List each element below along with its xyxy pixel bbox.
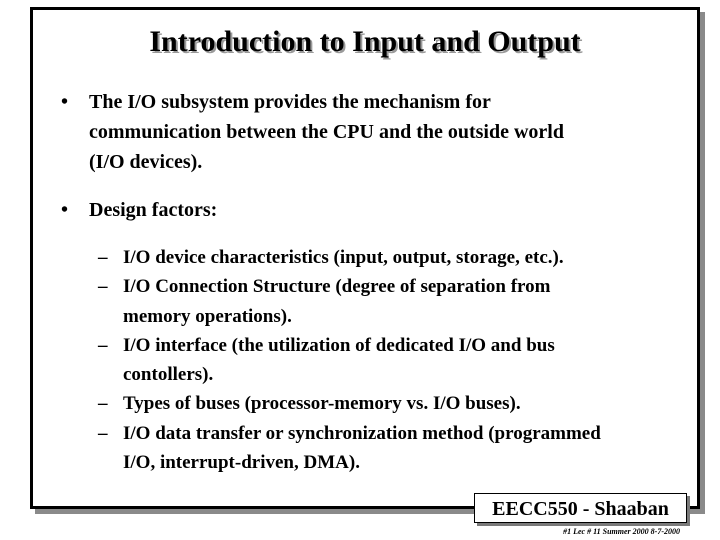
list-item	[98, 331, 698, 390]
bullet-line: Design factors:	[89, 199, 218, 221]
list-item-text: I/O, interrupt-driven, DMA).	[123, 452, 360, 474]
dash-symbol: –	[98, 334, 108, 356]
dash-symbol: –	[98, 393, 108, 415]
bullet-symbol: •	[61, 199, 69, 221]
dash-symbol: –	[98, 276, 108, 298]
list-item-text: I/O device characteristics (input, output, storage, etc.).	[123, 247, 564, 268]
bullet-line: communication between the CPU and the outside world	[89, 121, 564, 143]
course-badge: EECC550 - Shaaban	[474, 493, 687, 523]
list-item	[98, 419, 698, 478]
design-factors-list	[98, 243, 698, 477]
list-item-text: Types of buses (processor-memory vs. I/O buses).	[123, 393, 521, 415]
bullet-line: (I/O devices).	[89, 151, 203, 173]
bullet-line: The I/O subsystem provides the mechanism for	[89, 91, 491, 113]
list-item	[98, 389, 698, 418]
list-item-text: I/O Connection Structure (degree of separation from	[123, 276, 551, 298]
list-item-text: I/O interface (the utilization of dedicated I/O and bus	[123, 334, 555, 356]
list-item	[98, 243, 698, 272]
slide-title: Introduction to Input and Output	[149, 25, 581, 58]
list-item-text: contollers).	[123, 364, 214, 386]
dash-symbol: –	[98, 422, 108, 444]
bullet-text	[89, 87, 564, 177]
slide-frame	[30, 7, 700, 509]
bullet-text	[89, 195, 217, 225]
list-item-text: memory operations).	[123, 305, 292, 327]
list-item	[98, 272, 698, 331]
list-item-text: I/O data transfer or synchronization method (programmed	[123, 422, 601, 444]
slide-footer-note: #1 Lec # 11 Summer 2000 8-7-2000	[563, 527, 680, 536]
dash-symbol: –	[98, 247, 108, 268]
bullet-symbol: •	[61, 91, 69, 113]
